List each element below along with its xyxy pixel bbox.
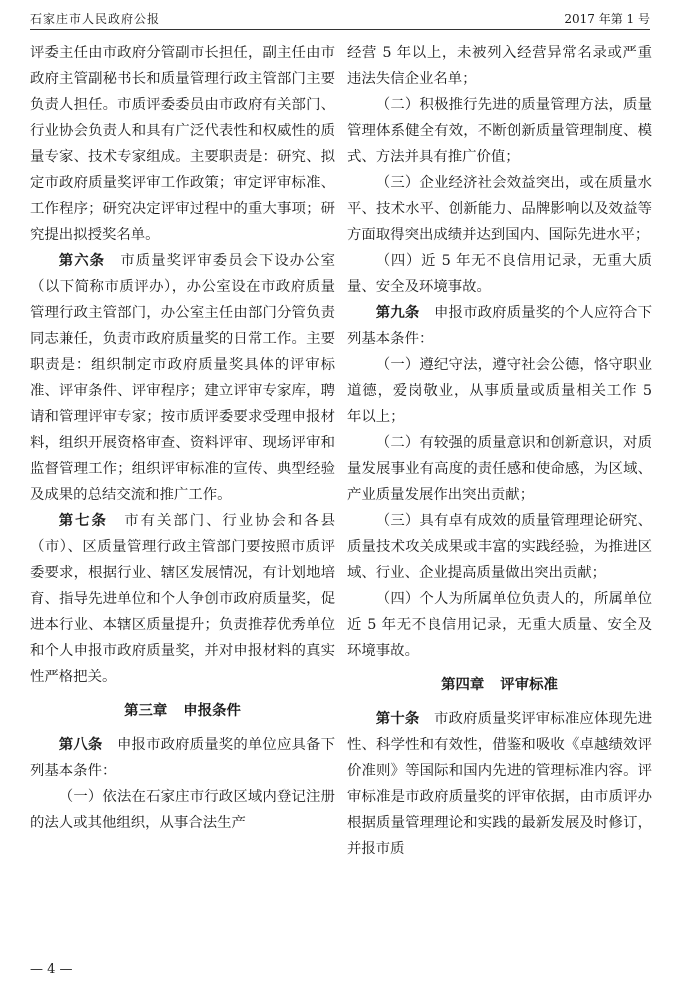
paragraph-text: 市政府质量奖评审标准应体现先进性、科学性和有效性，借鉴和吸收《卓越绩效评价准则》等国际和国内先进的管理标准内容。评审标准是市政府质量奖的评审依据，由市质评办根据质量管理理论和实践的最新发展及时修订，并报市质 [347,711,652,857]
paragraph-text: （四）个人为所属单位负责人的，所属单位近 5 年无不良信用记录，无重大质量、安全及环境事故。 [347,591,652,659]
paragraph-text: （三）具有卓有成效的质量管理理论研究、质量技术攻关成果或丰富的实践经验，为推进区域、行业、企业提高质量做出突出贡献； [347,513,652,581]
article-label: 第十条 [375,711,420,727]
paragraph [347,248,652,300]
page-footer [30,962,73,977]
paragraph [30,784,335,836]
article-label: 第七条 [58,513,108,529]
paragraph [347,508,652,586]
chapter-heading [30,698,335,724]
paragraph-text: （三）企业经济社会效益突出，或在质量水平、技术水平、创新能力、品牌影响以及效益等方面取得突出成绩并达到国内、国际先进水平； [347,175,652,243]
paragraph [30,40,335,248]
article-paragraph [30,508,335,690]
paragraph [347,40,652,92]
paragraph [347,170,652,248]
paragraph [347,92,652,170]
paragraph [347,586,652,664]
article-paragraph [347,300,652,352]
paragraph-text: 申报市政府质量奖的个人应符合下列基本条件： [347,305,652,347]
paragraph-text: 评委主任由市政府分管副市长担任，副主任由市政府主管副秘书长和质量管理行政主管部门主要负责人担任。市质评委委员由市政府有关部门、行业协会负责人和具有广泛代表性和权威性的质量专家、技术专家组成。主要职责是：研究、拟定市政府质量奖评审工作政策；审定评审标准、工作程序；研究决定评审过程中的重大事项；研究提出拟授奖名单。 [30,45,335,243]
paragraph-text: （二）积极推行先进的质量管理方法，质量管理体系健全有效，不断创新质量管理制度、模式、方法并具有推广价值； [347,97,652,165]
paragraph-text: 申报市政府质量奖的单位应具备下列基本条件： [30,737,335,779]
paragraph-text: （一）依法在石家庄市行政区域内登记注册的法人或其他组织，从事合法生产 [30,789,335,831]
chapter-number: 第四章 [441,677,485,693]
paragraph-text: （四）近 5 年无不良信用记录，无重大质量、安全及环境事故。 [347,253,652,295]
paragraph-text: （一）遵纪守法，遵守社会公德，恪守职业道德，爱岗敬业，从事质量或质量相关工作 5 年以上； [347,357,652,425]
chapter-title: 评审标准 [500,677,558,693]
header-rule [30,29,650,30]
paragraph-text: 市有关部门、行业协会和各县（市）、区质量管理行政主管部门要按照市质评委要求，根据行业、辖区发展情况，有计划地培育、指导先进单位和个人争创市政府质量奖，促进本行业、本辖区质量提升；负责推荐优秀单位和个人申报市政府质量奖，并对申报材料的真实性严格把关。 [30,513,335,685]
issue-number: 2017 年第 1 号 [564,12,650,26]
paragraph-text: 经营 5 年以上，未被列入经营异常名录或严重违法失信企业名单； [347,45,652,87]
article-label: 第八条 [58,737,103,753]
left-column [30,40,335,836]
journal-title: 石家庄市人民政府公报 [30,12,161,26]
page-header [30,10,650,28]
article-paragraph [30,248,335,508]
paragraph [347,352,652,430]
article-paragraph [347,706,652,862]
paragraph-text: （二）有较强的质量意识和创新意识，对质量发展事业有高度的责任感和使命感，为区域、产业质量发展作出突出贡献； [347,435,652,503]
article-label: 第六条 [58,253,105,269]
paragraph [347,430,652,508]
article-paragraph [30,732,335,784]
chapter-heading [347,672,652,698]
page-number: — 4 — [30,962,73,977]
right-column [347,40,652,862]
article-label: 第九条 [375,305,420,321]
chapter-number: 第三章 [124,703,168,719]
chapter-title: 申报条件 [183,703,241,719]
paragraph-text: 市质量奖评审委员会下设办公室（以下简称市质评办），办公室设在市政府质量管理行政主管部门，办公室主任由部门分管负责同志兼任，负责市政府质量奖的日常工作。主要职责是：组织制定市政府质量奖具体的评审标准、评审条件、评审程序；建立评审专家库，聘请和管理评审专家；按市质评委要求受理申报材料，组织开展资格审查、资料评审、现场评审和监督管理工作；组织评审标准的宣传、典型经验及成果的总结交流和推广工作。 [30,253,335,503]
